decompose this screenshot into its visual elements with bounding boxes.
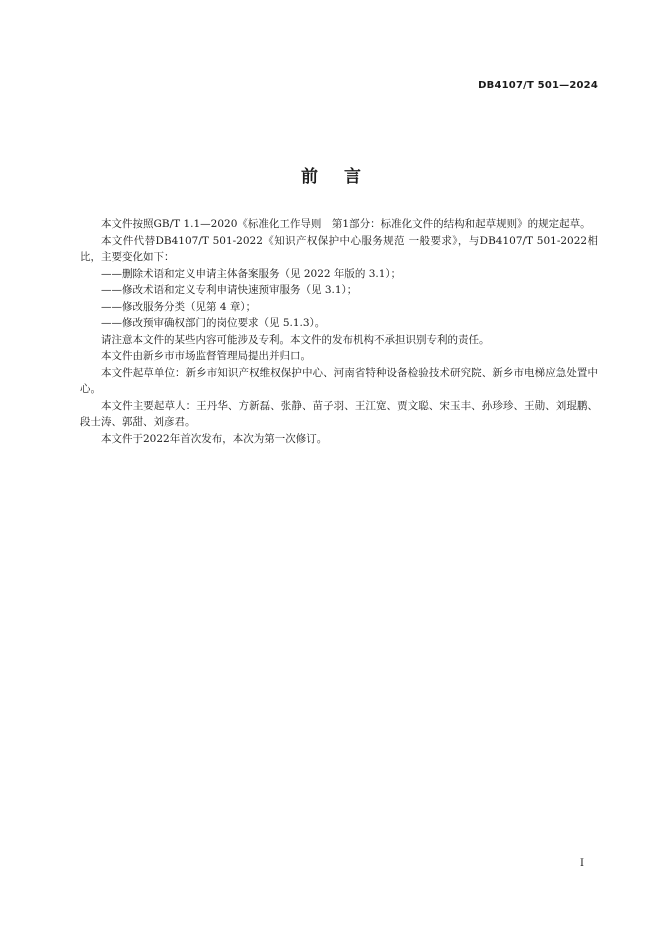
document-code: DB4107/T 501—2024 — [478, 80, 598, 91]
paragraph-drafters: 本文件主要起草人：王丹华、方新磊、张静、苗子羽、王江宽、贾文聪、宋玉丰、孙珍珍、王勋、刘琨鹏、段士涛、郭甜、刘彦君。 — [80, 399, 598, 428]
change-item: ——修改术语和定义专利申请快速预审服务（见 3.1）； — [101, 284, 358, 296]
change-item: ——修改服务分类（见第 4 章）； — [101, 300, 257, 313]
paragraph-replaces: 本文件代替DB4107/T 501-2022《知识产权保护中心服务规范 一般要求》，与DB4107/T 501-2022相比，主要变化如下： — [80, 234, 598, 263]
paragraph-drafting-basis: 本文件按照GB/T 1.1—2020《标准化工作导则 第1部分：标准化文件的结构和起草规则》的规定起草。 — [101, 218, 591, 230]
paragraph-patent-notice: 请注意本文件的某些内容可能涉及专利。本文件的发布机构不承担识别专利的责任。 — [101, 333, 490, 346]
paragraph-proposer: 本文件由新乡市市场监督管理局提出并归口。 — [101, 350, 311, 362]
change-item: ——修改预审确权部门的岗位要求（见 5.1.3）。 — [101, 317, 326, 329]
paragraph-release-history: 本文件于2022年首次发布，本次为第一次修订。 — [101, 432, 328, 445]
page-title: 前言 — [301, 167, 387, 187]
change-item: ——删除术语和定义申请主体备案服务（见 2022 年版的 3.1）； — [101, 267, 402, 280]
foreword-body — [80, 216, 598, 447]
page-number: I — [580, 858, 584, 869]
paragraph-drafting-units: 本文件起草单位：新乡市知识产权维权保护中心、河南省特种设备检验技术研究院、新乡市电梯应急处置中心。 — [80, 366, 598, 395]
